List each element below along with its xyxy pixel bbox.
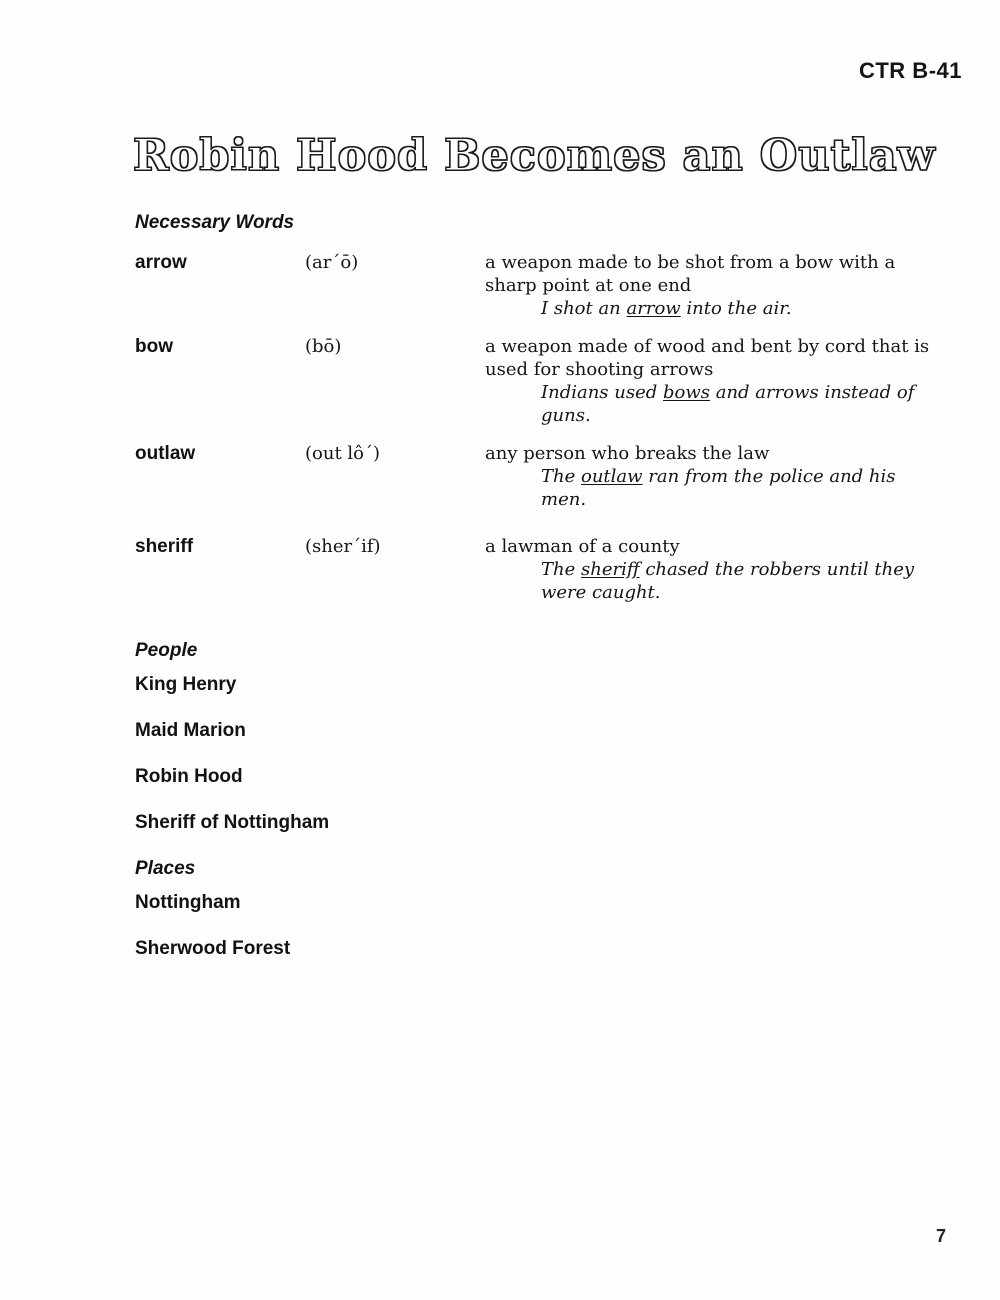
vocab-pronunciation: (out lô´) [305, 443, 381, 464]
list-item: King Henry [135, 674, 237, 695]
vocab-row-bow [135, 335, 948, 427]
example-underlined-word: outlaw [580, 466, 643, 487]
vocab-pronunciation: (ar´ō) [305, 252, 359, 273]
example-post: into the air. [680, 298, 792, 319]
vocab-row-arrow [135, 251, 948, 320]
vocab-table [135, 251, 948, 604]
people-list [135, 674, 948, 834]
example-underlined-word: bows [663, 382, 711, 403]
vocab-pronunciation: (sher´if) [305, 536, 381, 557]
necessary-words-heading: Necessary Words [135, 212, 295, 233]
example-sentence [485, 297, 933, 320]
page-content [135, 212, 948, 984]
page-title: Robin Hood Becomes an Outlaw [133, 130, 936, 181]
example-post: and arrows instead of guns. [541, 382, 915, 426]
list-item: Robin Hood [135, 766, 243, 787]
example-sentence [485, 558, 933, 604]
list-item: Sheriff of Nottingham [135, 812, 330, 833]
example-post: ran from the police and his men. [541, 466, 896, 510]
vocab-row-sheriff [135, 535, 948, 604]
vocab-row-outlaw [135, 442, 948, 511]
vocab-definition [485, 251, 948, 320]
list-item: Sherwood Forest [135, 938, 291, 959]
page-number: 7 [935, 1226, 946, 1246]
vocab-pronunciation: (bō) [305, 336, 342, 357]
places-section [135, 858, 948, 960]
vocab-word: sheriff [135, 536, 194, 557]
places-heading: Places [135, 858, 196, 879]
list-item: Nottingham [135, 892, 241, 913]
vocab-definition [485, 442, 948, 511]
vocab-word: outlaw [135, 443, 196, 464]
list-item: Maid Marion [135, 720, 246, 741]
vocab-word: bow [135, 336, 173, 357]
example-underlined-word: sheriff [580, 559, 640, 580]
vocab-definition [485, 335, 948, 427]
people-section [135, 640, 948, 834]
definition-text: a weapon made of wood and bent by cord that is used for shooting arrows [485, 336, 930, 380]
people-heading: People [135, 640, 198, 661]
example-underlined-word: arrow [626, 298, 681, 319]
example-sentence [485, 381, 933, 427]
definition-text: any person who breaks the law [485, 443, 770, 464]
vocab-word: arrow [135, 252, 187, 273]
header-code: CTR B-41 [858, 58, 962, 83]
vocab-definition [485, 535, 948, 604]
example-pre: The [541, 466, 581, 487]
example-post: chased the robbers until they were caught. [541, 559, 915, 603]
definition-text: a lawman of a county [485, 536, 680, 557]
example-pre: I shot an [541, 298, 627, 319]
example-pre: Indians used [541, 382, 663, 403]
example-pre: The [541, 559, 581, 580]
definition-text: a weapon made to be shot from a bow with a sharp point at one end [485, 252, 896, 296]
example-sentence [485, 465, 933, 511]
places-list [135, 892, 948, 960]
